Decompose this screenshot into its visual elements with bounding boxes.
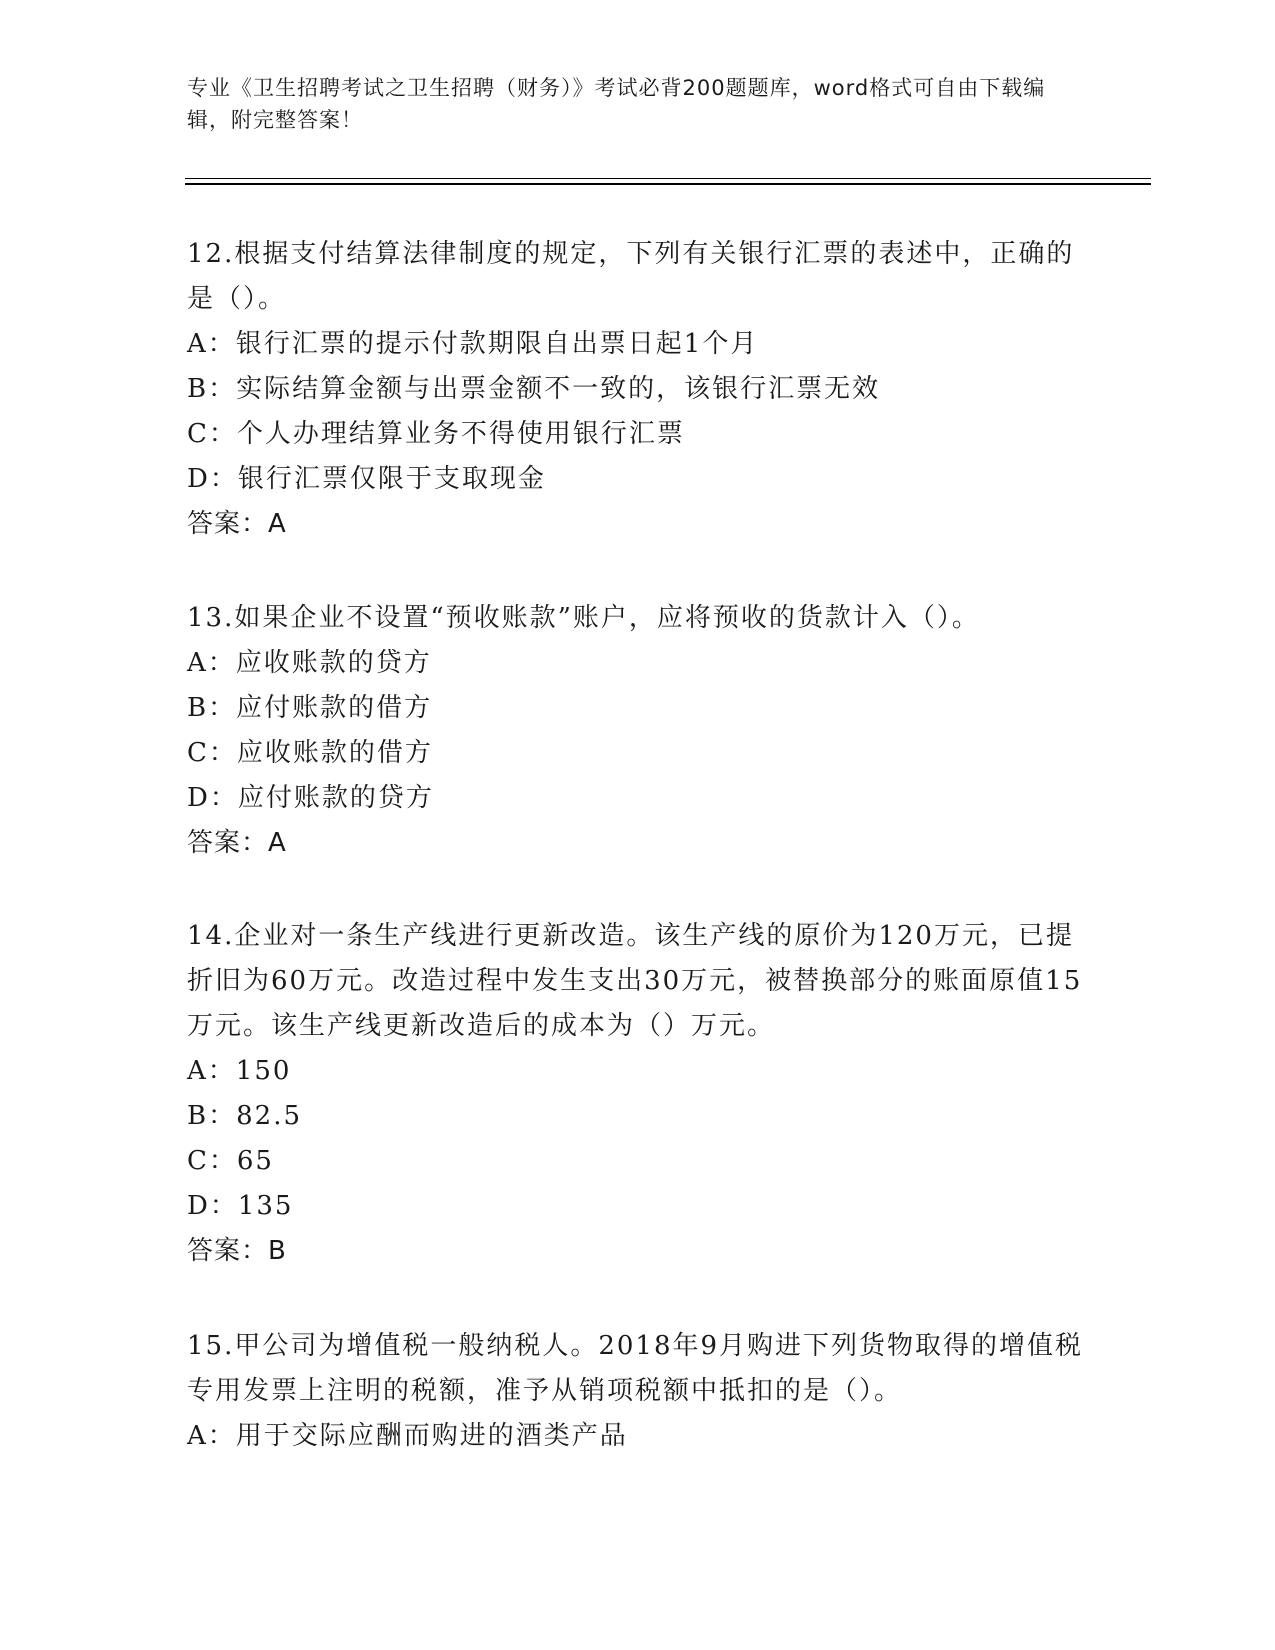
option-c: C：65 <box>187 1146 274 1176</box>
question-14 <box>187 914 1087 1274</box>
option-a: A：银行汇票的提示付款期限自出票日起1个月 <box>187 329 759 359</box>
option-d: D：应付账款的贷方 <box>187 783 434 813</box>
option-d: D：银行汇票仅限于支取现金 <box>187 464 546 494</box>
answer-line: 答案：B <box>187 1236 287 1266</box>
question-13 <box>187 596 1087 866</box>
option-c: C：个人办理结算业务不得使用银行汇票 <box>187 419 685 449</box>
header-divider-top <box>185 178 1151 179</box>
answer-line: 答案：A <box>187 828 287 858</box>
question-stem: 15.甲公司为增值税一般纳税人。2018年9月购进下列货物取得的增值税专用发票上注明的税额，准予从销项税额中抵扣的是（）。 <box>187 1331 1084 1406</box>
option-a: A：用于交际应酬而购进的酒类产品 <box>187 1421 628 1451</box>
question-stem: 12.根据支付结算法律制度的规定，下列有关银行汇票的表述中，正确的是（）。 <box>187 239 1075 314</box>
question-12 <box>187 232 1087 547</box>
question-stem: 14.企业对一条生产线进行更新改造。该生产线的原价为120万元，已提折旧为60万元。改造过程中发生支出30万元，被替换部分的账面原值15万元。该生产线更新改造后的成本为（）万元。 <box>187 921 1083 1041</box>
question-15 <box>187 1324 1087 1459</box>
document-header-text: 专业《卫生招聘考试之卫生招聘（财务）》考试必背200题题库，word格式可自由下载编辑，附完整答案！ <box>187 76 1046 132</box>
option-a: A：150 <box>187 1056 292 1086</box>
option-b: B：应付账款的借方 <box>187 693 433 723</box>
option-c: C：应收账款的借方 <box>187 738 433 768</box>
answer-line: 答案：A <box>187 509 287 539</box>
option-b: B：82.5 <box>187 1101 302 1131</box>
option-d: D：135 <box>187 1191 294 1221</box>
option-b: B：实际结算金额与出票金额不一致的，该银行汇票无效 <box>187 374 881 404</box>
option-a: A：应收账款的贷方 <box>187 648 432 678</box>
header-divider-bottom <box>185 183 1151 185</box>
question-stem: 13.如果企业不设置“预收账款”账户，应将预收的货款计入（）。 <box>187 603 980 633</box>
